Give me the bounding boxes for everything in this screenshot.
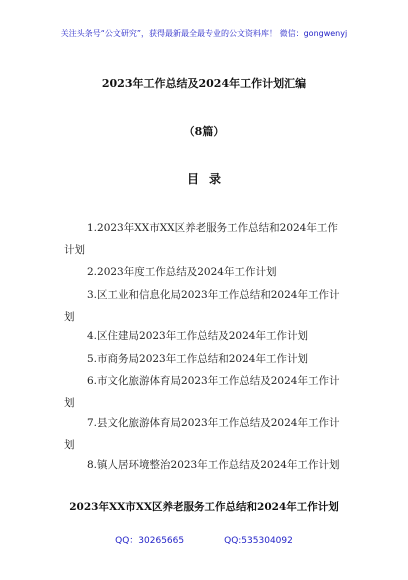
toc-item-text: 7.县文化旅游体育局2023年工作总结及2024年工作计 (87, 417, 340, 429)
toc-item-continuation: 划 (64, 311, 75, 323)
toc-item[interactable] (64, 370, 359, 414)
toc-item[interactable] (87, 348, 359, 370)
toc-item-text: 2.2023年度工作总结及2024年工作计划 (87, 266, 277, 278)
toc-item-text: 4.区住建局2023年工作总结及2024年工作计划 (87, 330, 308, 342)
document-title: 2023年工作总结及2024年工作计划汇编 (101, 77, 307, 90)
toc-item-continuation: 划 (64, 397, 75, 409)
contact-qq-secondary: QQ:535304092 (224, 536, 293, 546)
toc-item-text: 5.市商务局2023年工作总结和2024年工作计划 (87, 353, 308, 365)
toc-item-continuation: 划 (64, 439, 75, 451)
contact-line (0, 533, 408, 546)
toc-item[interactable] (87, 261, 359, 283)
toc-item-text: 8.镇人居环境整治2023年工作总结及2024年工作计划 (87, 459, 340, 471)
toc-heading: 目录 (186, 172, 231, 186)
contact-qq-primary: QQ：30265665 (115, 536, 185, 546)
section-title: 2023年XX市XX区养老服务工作总结和2024年工作计划 (69, 501, 339, 513)
toc-item-continuation: 计划 (64, 244, 85, 256)
toc-item-text: 1.2023年XX市XX区养老服务工作总结和2024年工作 (87, 222, 338, 234)
article-count: （8篇） (183, 125, 225, 138)
toc-item-text: 3.区工业和信息化局2023年工作总结和2024年工作计 (87, 289, 340, 301)
header-promo-note: 关注头条号“公文研究”，获得最新最全最专业的公文资料库！ 微信：gongwenyj (60, 29, 348, 38)
toc-item[interactable] (64, 412, 359, 456)
toc-item-text: 6.市文化旅游体育局2023年工作总结及2024年工作计 (87, 375, 340, 387)
toc-item[interactable] (87, 325, 359, 347)
toc-item[interactable] (87, 454, 359, 476)
toc-item[interactable] (64, 217, 359, 261)
toc-item[interactable] (64, 284, 359, 328)
